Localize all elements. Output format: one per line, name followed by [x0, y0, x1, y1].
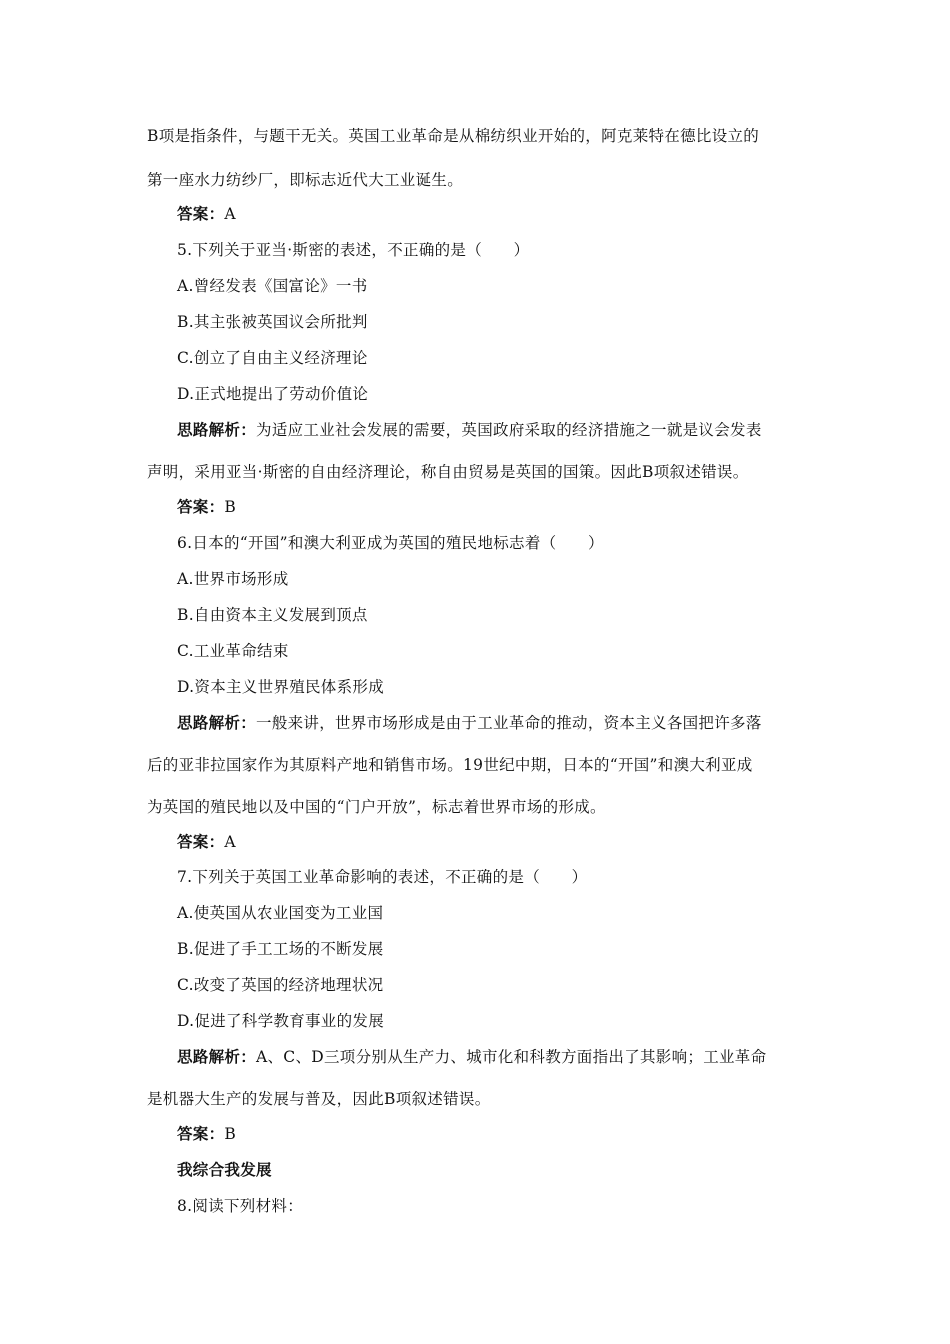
option-b: B.自由资本主义发展到顶点: [177, 606, 368, 624]
option-a: A.世界市场形成: [177, 570, 289, 588]
question-stem: 5.下列关于亚当·斯密的表述，不正确的是（ ）: [177, 241, 530, 259]
answer-line: [177, 1124, 236, 1144]
question-stem: 6.日本的“开国”和澳大利亚成为英国的殖民地标志着（ ）: [177, 534, 604, 552]
question-stem: 8.阅读下列材料：: [177, 1197, 303, 1215]
option-c: C.改变了英国的经济地理状况: [177, 976, 384, 994]
analysis-text: 为适应工业社会发展的需要，英国政府采取的经济措施之一就是议会发表: [256, 421, 762, 439]
option-d: D.促进了科学教育事业的发展: [177, 1012, 385, 1030]
analysis-label: 思路解析：: [177, 1047, 257, 1066]
answer-line: [177, 204, 236, 224]
analysis-line: 声明，采用亚当·斯密的自由经济理论，称自由贸易是英国的国策。因此B项叙述错误。: [147, 463, 749, 481]
paragraph-line: 第一座水力纺纱厂，即标志近代大工业诞生。: [147, 171, 464, 189]
analysis-line: 是机器大生产的发展与普及，因此B项叙述错误。: [147, 1090, 491, 1108]
answer-value: B: [224, 1125, 237, 1143]
option-d: D.资本主义世界殖民体系形成: [177, 678, 385, 696]
analysis-line: 后的亚非拉国家作为其原料产地和销售市场。19世纪中期，日本的“开国”和澳大利亚成: [147, 756, 753, 774]
answer-line: [177, 497, 236, 517]
analysis-line: [177, 1047, 766, 1067]
option-b: B.促进了手工工场的不断发展: [177, 940, 384, 958]
analysis-text: 一般来讲，世界市场形成是由于工业革命的推动，资本主义各国把许多落: [256, 714, 762, 732]
paragraph-line: B项是指条件，与题干无关。英国工业革命是从棉纺织业开始的，阿克莱特在德比设立的: [147, 127, 760, 145]
analysis-label: 思路解析：: [177, 713, 257, 732]
answer-value: A: [224, 205, 236, 223]
answer-label: 答案：: [177, 832, 225, 851]
answer-value: B: [224, 498, 237, 516]
answer-label: 答案：: [177, 204, 225, 223]
option-a: A.曾经发表《国富论》一书: [177, 277, 368, 295]
answer-line: [177, 832, 236, 852]
answer-label: 答案：: [177, 497, 225, 516]
analysis-text: A、C、D三项分别从生产力、城市化和科教方面指出了其影响；工业革命: [256, 1048, 767, 1066]
question-stem: 7.下列关于英国工业革命影响的表述，不正确的是（ ）: [177, 868, 588, 886]
answer-value: A: [224, 833, 236, 851]
answer-label: 答案：: [177, 1124, 225, 1143]
section-heading: 我综合我发展: [177, 1160, 272, 1179]
analysis-line: 为英国的殖民地以及中国的“门户开放”，标志着世界市场的形成。: [147, 798, 606, 816]
analysis-label: 思路解析：: [177, 420, 257, 439]
option-c: C.创立了自由主义经济理论: [177, 349, 368, 367]
option-d: D.正式地提出了劳动价值论: [177, 385, 369, 403]
option-b: B.其主张被英国议会所批判: [177, 313, 368, 331]
option-c: C.工业革命结束: [177, 642, 289, 660]
analysis-line: [177, 420, 762, 440]
analysis-line: [177, 713, 762, 733]
option-a: A.使英国从农业国变为工业国: [177, 904, 384, 922]
